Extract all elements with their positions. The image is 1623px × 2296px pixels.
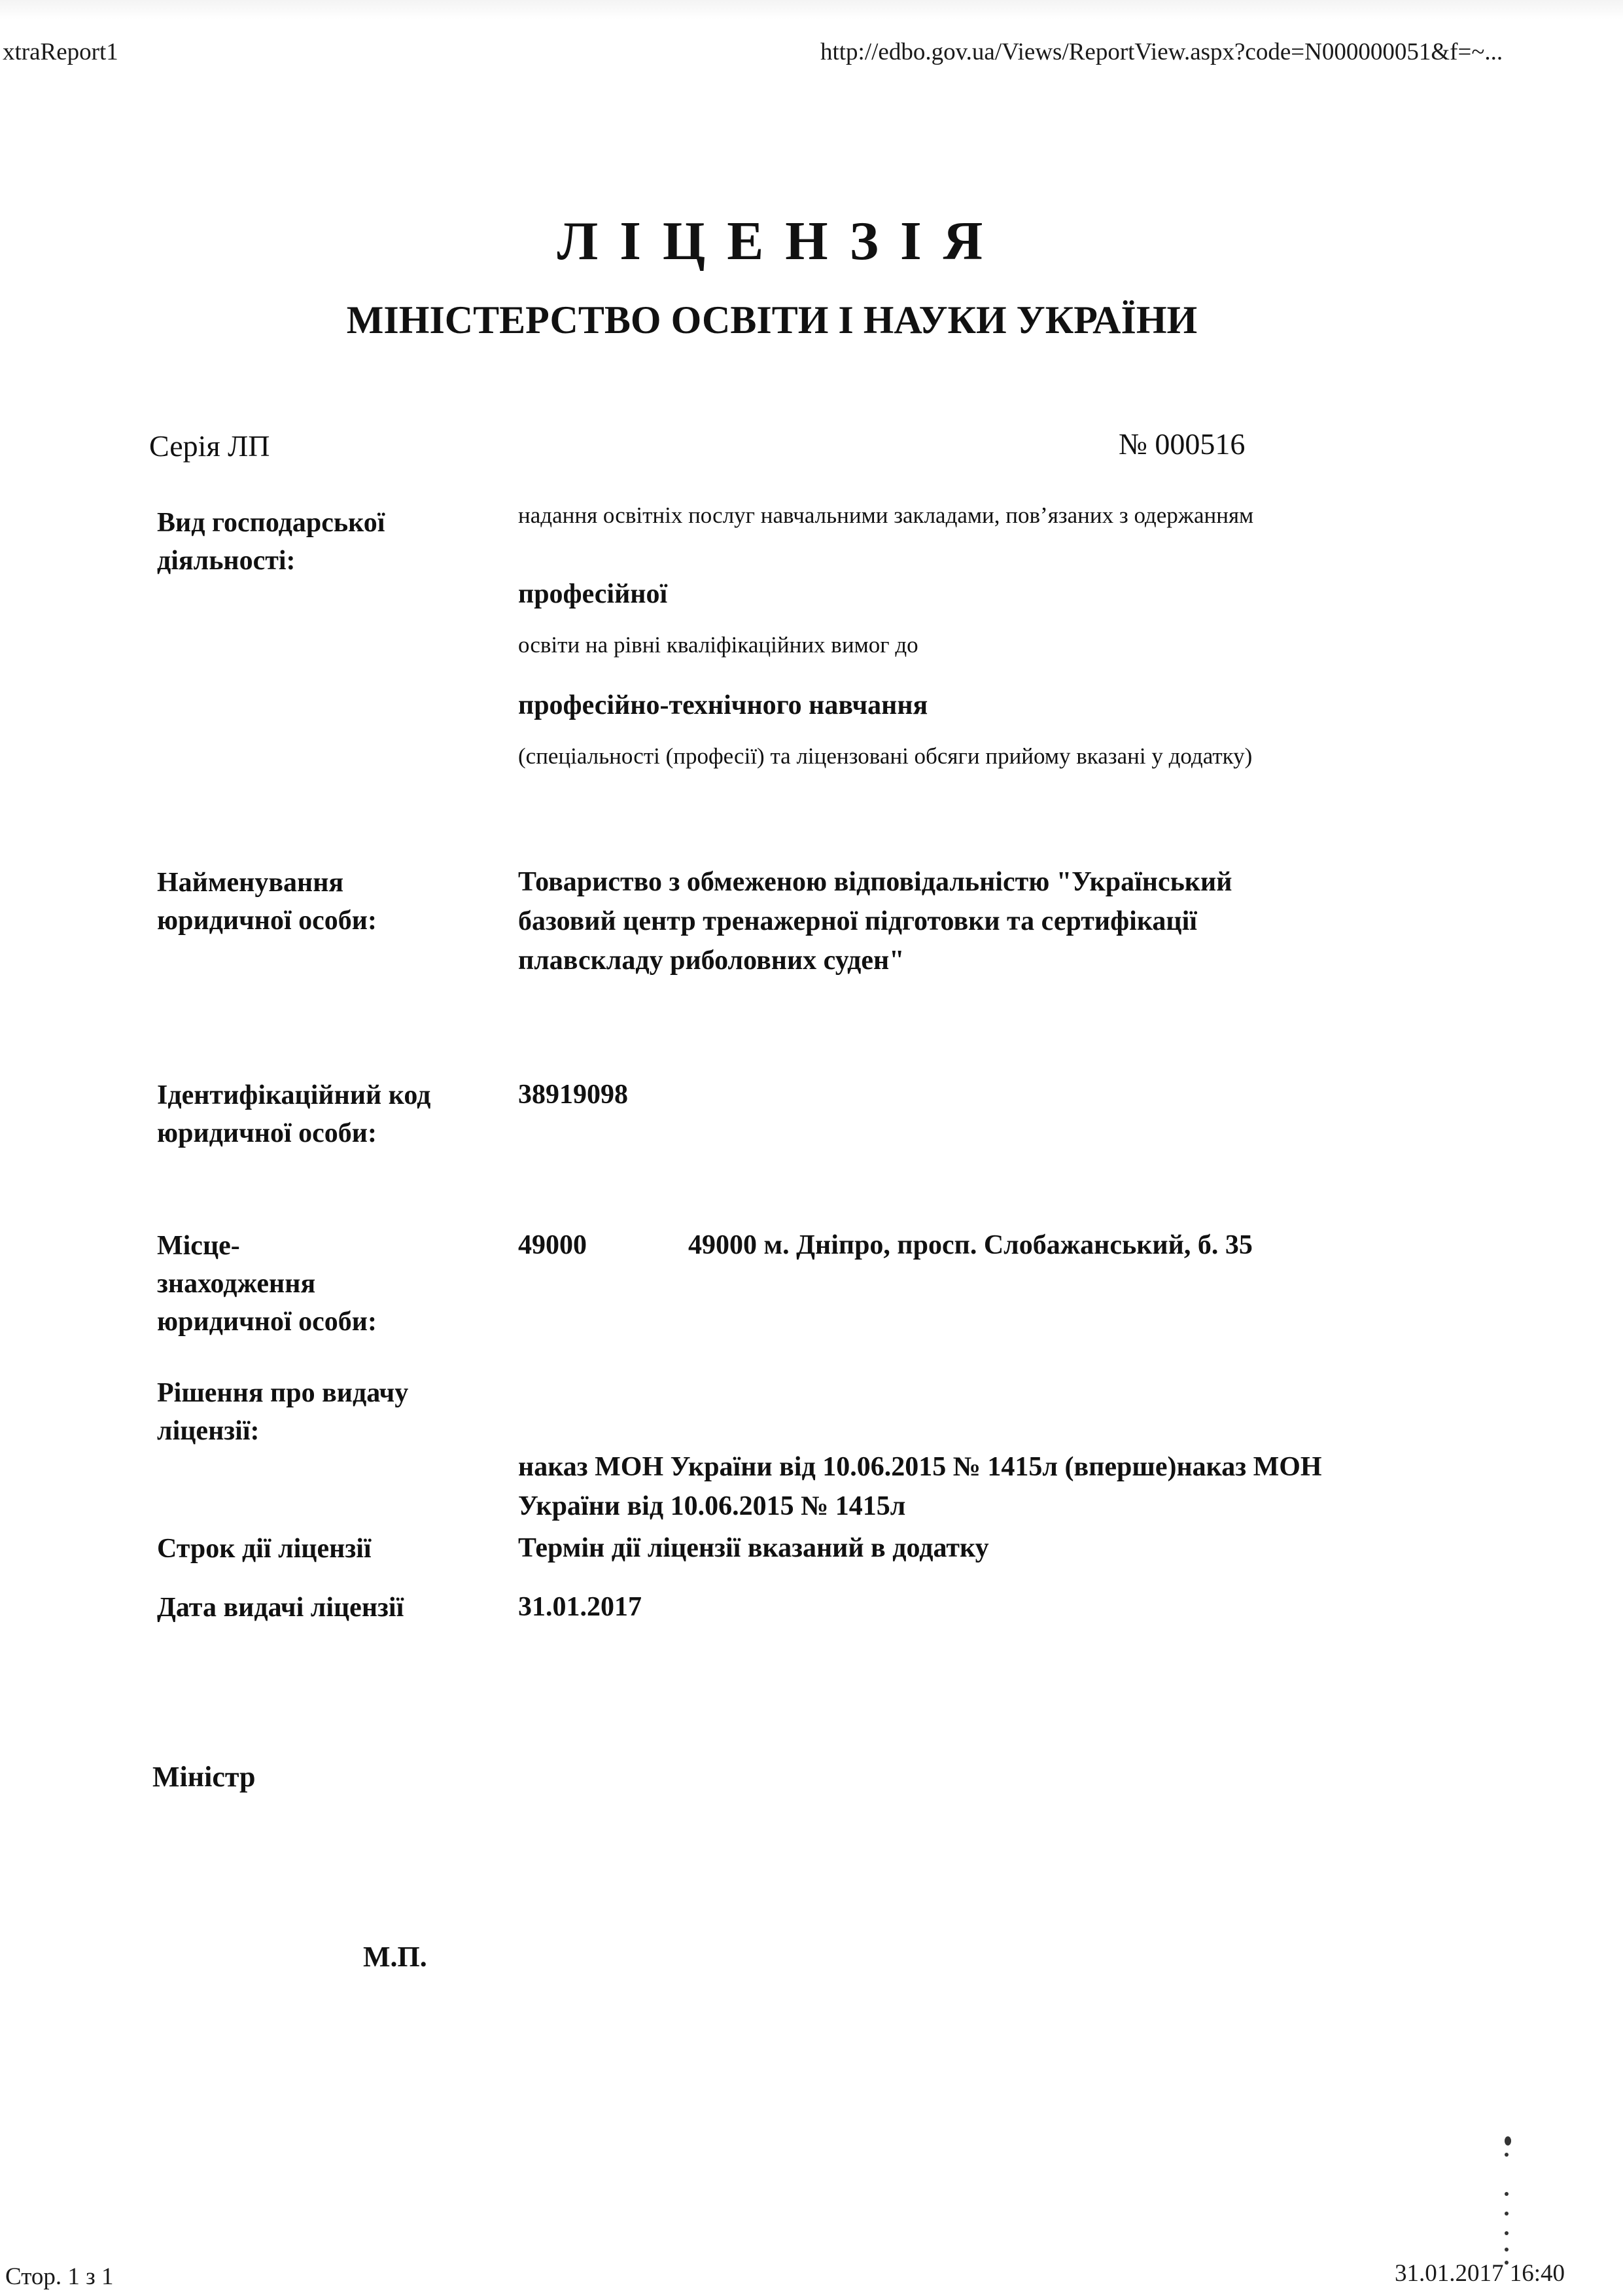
- issue-date-value: 31.01.2017: [518, 1592, 642, 1622]
- ministry-title: МІНІСТЕРСТВО ОСВІТИ І НАУКИ УКРАЇНИ: [346, 298, 1198, 342]
- report-name: xtraReport1: [3, 39, 118, 65]
- scan-mark: [1505, 2192, 1509, 2196]
- term-value: Термін дії ліцензії вказаний в додатку: [518, 1533, 989, 1563]
- location-postcode: 49000: [518, 1230, 587, 1260]
- activity-line-4: професійно-технічного навчання: [518, 690, 928, 720]
- decision-value: наказ МОН України від 10.06.2015 № 1415л (вперше)наказ МОН України від 10.06.2015 № 1415л: [518, 1452, 1322, 1521]
- seal-label: М.П.: [363, 1941, 427, 1973]
- scan-edge-shade: [0, 0, 1623, 20]
- activity-line-5: (спеціальності (професії) та ліцензовані обсяги прийому вказані у додатку): [518, 743, 1253, 769]
- activity-line-2: професійної: [518, 579, 668, 609]
- activity-label: Вид господарської діяльності:: [157, 508, 385, 576]
- report-url: http://edbo.gov.ua/Views/ReportView.aspx?code=N000000051&f=~...: [820, 39, 1503, 65]
- scan-mark: [1505, 2153, 1509, 2157]
- print-timestamp: 31.01.2017 16:40: [1395, 2260, 1565, 2287]
- scan-mark: [1505, 2248, 1509, 2252]
- issue-date-label: Дата видачі ліцензії: [157, 1593, 404, 1623]
- series-label: Серія ЛП: [149, 429, 270, 463]
- scan-mark: [1505, 2136, 1511, 2146]
- location-address: 49000 м. Дніпро, просп. Слобажанський, б. 35: [688, 1230, 1253, 1260]
- entity-name-label: Найменування юридичної особи:: [157, 868, 377, 936]
- activity-line-3: освіти на рівні кваліфікаційних вимог до: [518, 632, 918, 658]
- scan-mark: [1505, 2231, 1509, 2235]
- entity-code-value: 38919098: [518, 1080, 628, 1110]
- scan-mark: [1505, 2212, 1509, 2216]
- location-label: Місце-знаходження юридичної особи:: [157, 1231, 377, 1337]
- term-label: Строк дії ліцензії: [157, 1534, 372, 1564]
- decision-label: Рішення про видачу ліцензії:: [157, 1378, 409, 1446]
- entity-name-value: Товариство з обмеженою відповідальністю "Український базовий центр тренажерної підготовки та сертифікації плавскладу риболовних суден": [518, 867, 1232, 976]
- license-number: № 000516: [1119, 427, 1246, 461]
- entity-code-label: Ідентифікаційний код юридичної особи:: [157, 1080, 431, 1148]
- license-title: Л І Ц Е Н З І Я: [557, 211, 987, 272]
- page-number: Стор. 1 з 1: [5, 2263, 114, 2290]
- activity-line-1: надання освітніх послуг навчальними закладами, пов’язаних з одержанням: [518, 503, 1254, 528]
- minister-label: Міністр: [152, 1761, 256, 1793]
